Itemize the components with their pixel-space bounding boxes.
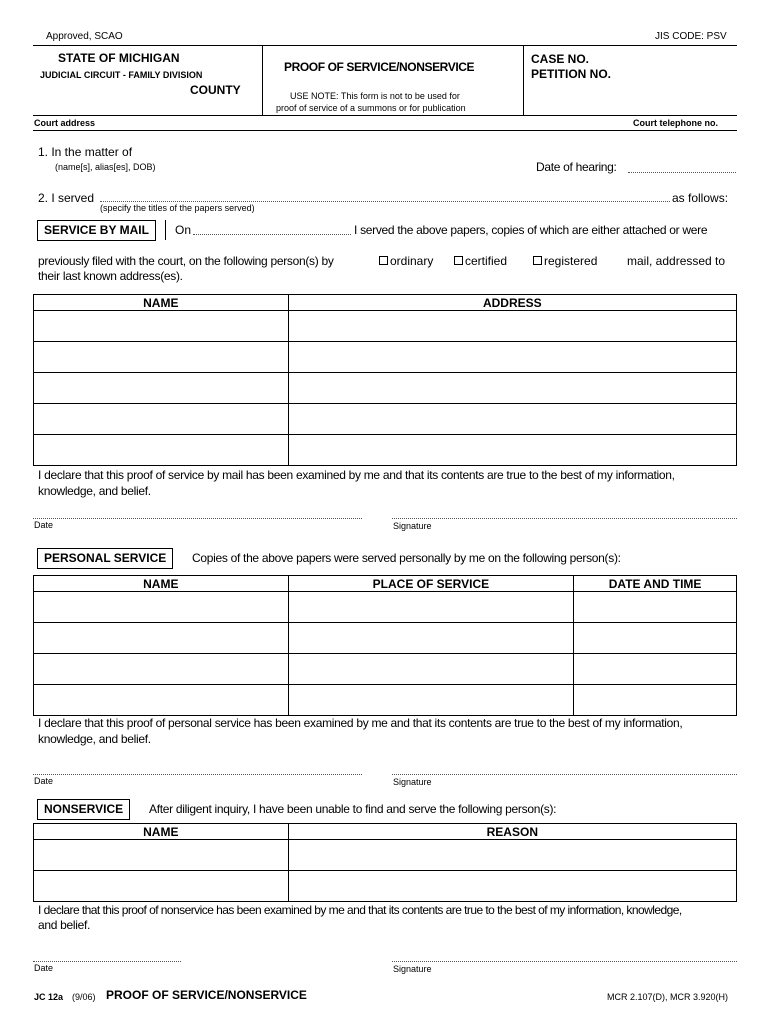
mail-address-cell[interactable]	[288, 342, 736, 373]
mail-date-field[interactable]	[193, 234, 351, 235]
ordinary-label: ordinary	[390, 254, 434, 268]
personal-date-field[interactable]	[33, 774, 362, 775]
personal-place-cell[interactable]	[288, 654, 574, 685]
table-row	[34, 373, 737, 404]
personal-name-cell[interactable]	[34, 685, 289, 716]
footer-title: PROOF OF SERVICE/NONSERVICE	[106, 988, 307, 1002]
footer-form-code: JC 12a	[34, 992, 64, 1002]
personal-col-datetime: DATE AND TIME	[574, 576, 737, 592]
ordinary-checkbox[interactable]	[379, 256, 388, 265]
county-label: COUNTY	[190, 83, 241, 97]
mail-name-cell[interactable]	[34, 373, 289, 404]
item2-label: 2. I served	[38, 191, 95, 205]
nonservice-signature-field[interactable]	[392, 961, 737, 962]
footer-rules: MCR 2.107(D), MCR 3.920(H)	[607, 992, 729, 1002]
registered-option[interactable]	[533, 254, 597, 268]
certified-option[interactable]	[454, 254, 507, 268]
personal-declaration-line2: knowledge, and belief.	[38, 732, 151, 746]
table-row	[34, 435, 737, 466]
personal-signature-label: Signature	[393, 777, 432, 787]
table-row	[34, 592, 737, 623]
case-no-label: CASE NO.	[531, 52, 590, 66]
header-bottom-rule	[33, 115, 737, 116]
court-telephone-label: Court telephone no.	[633, 118, 718, 128]
nonservice-intro: After diligent inquiry, I have been unable to find and serve the following person(s):	[149, 802, 557, 816]
court-address-label: Court address	[34, 118, 96, 128]
service-by-mail-label: SERVICE BY MAIL	[37, 220, 156, 241]
court-address-rule	[33, 130, 737, 131]
mail-address-cell[interactable]	[288, 435, 736, 466]
personal-col-place: PLACE OF SERVICE	[288, 576, 574, 592]
personal-date-label: Date	[34, 776, 54, 786]
mail-name-cell[interactable]	[34, 435, 289, 466]
approved-text: Approved, SCAO	[46, 31, 123, 42]
mail-served-text: I served the above papers, copies of which are either attached or were	[354, 223, 708, 237]
mail-declaration-line2: knowledge, and belief.	[38, 484, 151, 498]
header-top-rule	[33, 45, 737, 46]
petition-no-label: PETITION NO.	[531, 67, 612, 81]
personal-signature-field[interactable]	[392, 774, 737, 775]
personal-service-label: PERSONAL SERVICE	[37, 548, 173, 569]
form-title: PROOF OF SERVICE/NONSERVICE	[284, 60, 475, 74]
personal-name-cell[interactable]	[34, 592, 289, 623]
mail-address-cell[interactable]	[288, 311, 736, 342]
nonservice-col-name: NAME	[34, 824, 289, 840]
mail-signature-field[interactable]	[392, 518, 737, 519]
nonservice-declaration-line1: I declare that this proof of nonservice has been examined by me and that its contents are true to the best of my information, knowledge,	[38, 903, 682, 917]
on-label: On	[175, 223, 192, 237]
date-of-hearing-field[interactable]	[628, 172, 736, 173]
mail-name-cell[interactable]	[34, 342, 289, 373]
header-divider-left	[262, 45, 263, 115]
personal-place-cell[interactable]	[288, 623, 574, 654]
item2-hint: (specify the titles of the papers served)	[100, 203, 255, 213]
judicial-circuit: JUDICIAL CIRCUIT - FAMILY DIVISION	[40, 70, 203, 80]
nonservice-date-field[interactable]	[33, 961, 181, 962]
mail-addressed-text: mail, addressed to	[627, 254, 726, 268]
personal-col-name: NAME	[34, 576, 289, 592]
state-name: STATE OF MICHIGAN	[58, 51, 180, 65]
nonservice-reason-cell[interactable]	[288, 840, 736, 871]
registered-label: registered	[544, 254, 598, 268]
table-row	[34, 685, 737, 716]
mail-col-name: NAME	[34, 295, 289, 311]
footer-revision: (9/06)	[72, 992, 96, 1002]
header-divider-right	[523, 45, 524, 115]
item1-label: 1. In the matter of	[38, 145, 133, 159]
table-row	[34, 840, 737, 871]
mail-address-cell[interactable]	[288, 373, 736, 404]
table-row	[34, 342, 737, 373]
mail-line3: their last known address(es).	[38, 269, 183, 283]
nonservice-name-cell[interactable]	[34, 871, 289, 902]
table-row	[34, 871, 737, 902]
certified-label: certified	[465, 254, 508, 268]
mail-col-address: ADDRESS	[288, 295, 736, 311]
mail-date-sign-field[interactable]	[33, 518, 362, 519]
table-row	[34, 623, 737, 654]
nonservice-date-label: Date	[34, 963, 54, 973]
table-row	[34, 654, 737, 685]
jis-code: JIS CODE: PSV	[655, 31, 727, 42]
personal-intro: Copies of the above papers were served personally by me on the following person(s):	[192, 551, 621, 565]
nonservice-label: NONSERVICE	[37, 799, 130, 820]
mail-recipients-table	[33, 294, 737, 466]
mail-date-label: Date	[34, 520, 54, 530]
mail-signature-label: Signature	[393, 521, 432, 531]
mail-name-cell[interactable]	[34, 311, 289, 342]
mail-line2: previously filed with the court, on the following person(s) by	[38, 254, 334, 268]
mail-declaration-line1: I declare that this proof of service by mail has been examined by me and that its contents are true to the best of my information,	[38, 468, 675, 482]
papers-served-field[interactable]	[100, 201, 670, 202]
personal-name-cell[interactable]	[34, 654, 289, 685]
as-follows-label: as follows:	[672, 191, 729, 205]
personal-datetime-cell[interactable]	[574, 685, 737, 716]
nonservice-name-cell[interactable]	[34, 840, 289, 871]
personal-service-table	[33, 575, 737, 716]
personal-name-cell[interactable]	[34, 623, 289, 654]
certified-checkbox[interactable]	[454, 256, 463, 265]
item1-hint: (name[s], alias[es], DOB)	[55, 162, 156, 172]
use-note-line2: proof of service of a summons or for publication	[276, 103, 466, 113]
mail-address-cell[interactable]	[288, 404, 736, 435]
mail-name-cell[interactable]	[34, 404, 289, 435]
personal-place-cell[interactable]	[288, 685, 574, 716]
personal-declaration-line1: I declare that this proof of personal service has been examined by me and that its contents are true to the best of my information,	[38, 716, 683, 730]
use-note-line1: USE NOTE: This form is not to be used for	[290, 91, 460, 101]
mail-label-divider	[165, 220, 166, 240]
table-row	[34, 311, 737, 342]
ordinary-option[interactable]	[379, 254, 433, 268]
personal-datetime-cell[interactable]	[574, 654, 737, 685]
nonservice-reason-cell[interactable]	[288, 871, 736, 902]
personal-datetime-cell[interactable]	[574, 623, 737, 654]
nonservice-declaration-line2: and belief.	[38, 918, 91, 932]
personal-place-cell[interactable]	[288, 592, 574, 623]
nonservice-signature-label: Signature	[393, 964, 432, 974]
registered-checkbox[interactable]	[533, 256, 542, 265]
nonservice-table	[33, 823, 737, 902]
personal-datetime-cell[interactable]	[574, 592, 737, 623]
nonservice-col-reason: REASON	[288, 824, 736, 840]
table-row	[34, 404, 737, 435]
date-of-hearing-label: Date of hearing:	[536, 160, 617, 174]
